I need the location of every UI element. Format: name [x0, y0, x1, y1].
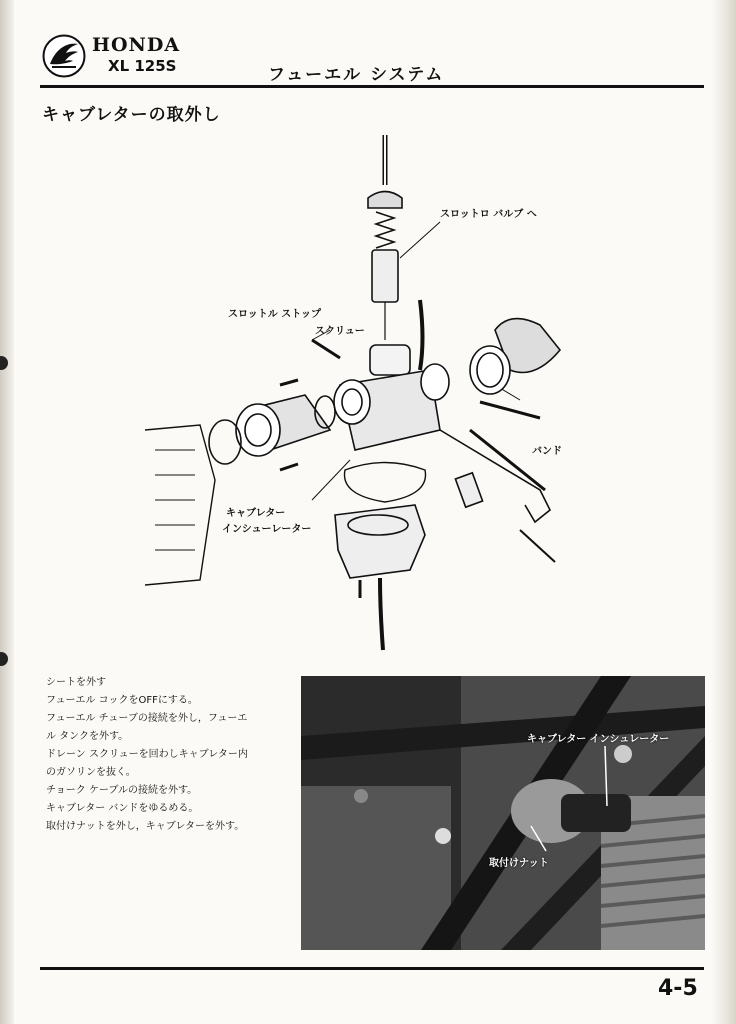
step-line: のガソリンを抜く。 [46, 767, 136, 778]
procedure-steps [46, 674, 296, 836]
header-rule [40, 85, 704, 88]
step-line: シートを外す [46, 677, 106, 688]
step-line: キャブレター バンドをゆるめる。 [46, 803, 199, 814]
callout-insulator-line2: インシューレーター [222, 524, 312, 535]
step-line: 取付けナットを外し，キャブレターを外す。 [46, 821, 245, 832]
brand-name: HONDA [92, 34, 181, 56]
callout-band: バンド [532, 446, 562, 457]
callout-throttle-valve: スロットロ バルブ へ [440, 209, 537, 220]
page-heading: キャブレターの取外し [42, 105, 221, 125]
step-line: ドレーン スクリューを回わしキャブレター内 [46, 749, 248, 760]
callout-throttle-stop-line1: スロットル ストップ [228, 309, 321, 320]
binder-shadow [0, 0, 14, 1024]
step-line: ル タンクを外す。 [46, 731, 129, 742]
honda-wing-logo-icon [42, 34, 86, 78]
carburetor-exploded-diagram [140, 130, 580, 655]
callout-throttle-stop-line2: スクリュー [315, 326, 365, 337]
step-line: フューエル コックをOFFにする。 [46, 695, 198, 706]
photo-label-mounting-nut: 取付けナット [489, 858, 549, 869]
callout-insulator-line1: キャブレター [226, 508, 286, 519]
page-edge [712, 0, 736, 1024]
model-name: XL 125S [108, 57, 177, 75]
section-title: フューエル システム [268, 65, 445, 85]
step-line: チョーク ケーブルの接続を外す。 [46, 785, 198, 796]
page-number: 4-5 [658, 976, 698, 1001]
footer-rule [40, 967, 704, 970]
carburetor-installed-photo [301, 676, 705, 950]
photo-label-insulator: キャブレター インシュレーター [527, 734, 670, 745]
step-line: フューエル チューブの接続を外し，フューエ [46, 713, 248, 724]
